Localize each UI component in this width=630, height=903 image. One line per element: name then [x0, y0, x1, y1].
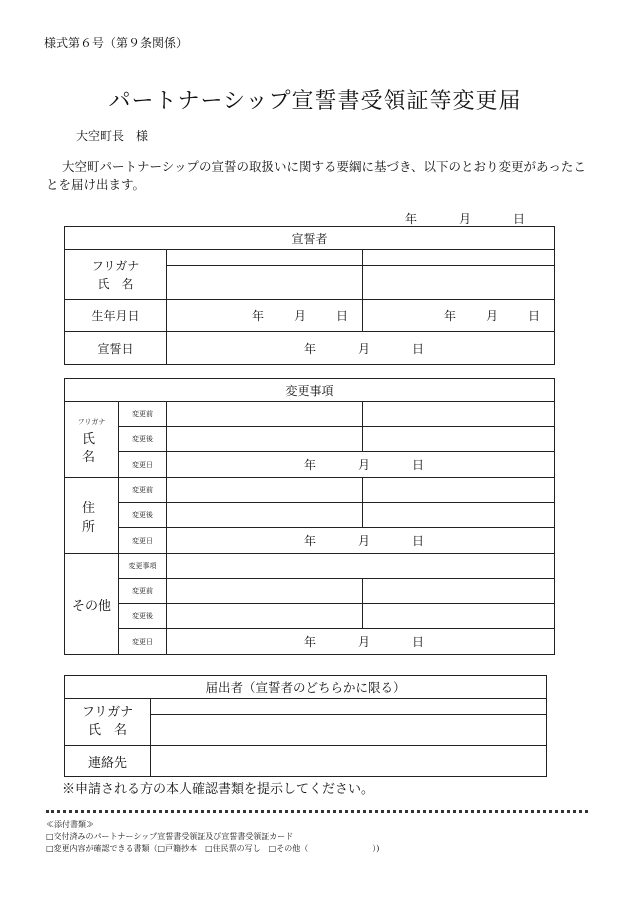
notifier-name-label — [65, 699, 151, 746]
year-label: 年 — [405, 212, 418, 226]
day-label: 日 — [513, 212, 526, 226]
name-before-input-1[interactable] — [167, 402, 363, 427]
oath-table-heading: 宣誓者 — [65, 227, 555, 250]
notifier-contact-input[interactable] — [151, 746, 547, 777]
attachments-heading: ≪添付書類≫ — [46, 820, 94, 829]
year-label: 年 — [303, 341, 316, 356]
address-after-input-2[interactable] — [363, 503, 555, 528]
change-table — [64, 378, 555, 655]
day-label: 日 — [412, 458, 425, 472]
year-label: 年 — [303, 635, 316, 649]
other-item-input[interactable] — [167, 554, 555, 579]
oath-name-input-1[interactable] — [167, 266, 363, 300]
oath-furigana-input-1[interactable] — [167, 250, 363, 266]
month-label: 月 — [358, 341, 371, 356]
day-label: 日 — [412, 341, 425, 356]
notifier-furigana-input[interactable] — [151, 699, 547, 715]
other-change-date-label: 変更日 — [119, 629, 167, 655]
day-label: 日 — [528, 309, 541, 323]
notifier-table — [64, 675, 547, 777]
id-note: ※申請される方の本人確認書類を提示してください。 — [62, 782, 375, 797]
notifier-name-text: 氏 名 — [87, 723, 127, 738]
name-before-input-2[interactable] — [363, 402, 555, 427]
name-change-date-label: 変更日 — [119, 452, 167, 478]
address-before-label: 変更前 — [119, 478, 167, 503]
change-furigana-label: フリガナ — [77, 417, 106, 426]
oath-name-text: 氏 名 — [97, 276, 134, 291]
address-change-date-input[interactable] — [167, 528, 555, 554]
month-label: 月 — [357, 458, 370, 472]
oath-furigana-label: フリガナ — [91, 258, 140, 273]
oath-furigana-input-2[interactable] — [363, 250, 555, 266]
name-change-date-input[interactable] — [167, 452, 555, 478]
other-before-input-1[interactable] — [167, 579, 363, 604]
birth-date-input-2[interactable] — [363, 300, 555, 332]
year-label: 年 — [303, 458, 316, 472]
notifier-name-input[interactable] — [151, 715, 547, 746]
oath-date-input[interactable] — [167, 332, 555, 365]
address-change-date-label: 変更日 — [119, 528, 167, 554]
month-label: 月 — [459, 212, 472, 226]
notifier-table-heading: 届出者（宣誓者のどちらかに限る） — [65, 676, 547, 699]
other-item-label: 変更事項 — [119, 554, 167, 579]
day-label: 日 — [335, 309, 348, 323]
year-label: 年 — [303, 534, 316, 548]
day-label: 日 — [412, 635, 425, 649]
submission-date — [405, 210, 525, 227]
name-after-input-2[interactable] — [363, 427, 555, 452]
attachment-item-2: □変更内容が確認できる書類（□戸籍抄本 □住民票の写し □その他（ ）) — [46, 844, 380, 853]
other-before-input-2[interactable] — [363, 579, 555, 604]
other-after-label: 変更後 — [119, 604, 167, 629]
name-after-label: 変更後 — [119, 427, 167, 452]
oath-date-label: 宣誓日 — [65, 332, 167, 365]
addressee: 大空町長 様 — [76, 129, 149, 143]
month-label: 月 — [293, 309, 306, 323]
address-before-input-2[interactable] — [363, 478, 555, 503]
birth-date-input-1[interactable] — [167, 300, 363, 332]
change-table-heading: 変更事項 — [65, 379, 555, 402]
month-label: 月 — [357, 534, 370, 548]
year-label: 年 — [443, 309, 456, 323]
attachment-item-1: □交付済みのパートナーシップ宣誓書受領証及び宣誓書受領証カード — [46, 832, 294, 841]
address-label: 住 所 — [65, 478, 119, 554]
other-after-input-1[interactable] — [167, 604, 363, 629]
address-after-label: 変更後 — [119, 503, 167, 528]
oath-name-input-2[interactable] — [363, 266, 555, 300]
birth-date-label: 生年月日 — [65, 300, 167, 332]
month-label: 月 — [357, 635, 370, 649]
body-text-content: 大空町パートナーシップの宣誓の取扱いに関する要綱に基づき、以下のとおり変更があったことを届け出ます。 — [46, 159, 586, 192]
notifier-contact-label: 連絡先 — [65, 746, 151, 777]
other-before-label: 変更前 — [119, 579, 167, 604]
change-name-text: 氏 名 — [81, 431, 121, 465]
name-before-label: 変更前 — [119, 402, 167, 427]
dotted-separator — [46, 810, 588, 813]
change-name-label — [65, 402, 119, 478]
month-label: 月 — [486, 309, 499, 323]
day-label: 日 — [412, 534, 425, 548]
other-after-input-2[interactable] — [363, 604, 555, 629]
other-change-date-input[interactable] — [167, 629, 555, 655]
address-after-input-1[interactable] — [167, 503, 363, 528]
body-text — [46, 158, 594, 194]
address-before-input-1[interactable] — [167, 478, 363, 503]
oath-table — [64, 226, 555, 365]
page-title: パートナーシップ宣誓書受領証等変更届 — [108, 89, 522, 114]
notifier-furigana-label: フリガナ — [81, 705, 134, 720]
form-number: 様式第６号（第９条関係） — [44, 36, 189, 50]
name-after-input-1[interactable] — [167, 427, 363, 452]
year-label: 年 — [251, 309, 264, 323]
oath-name-label — [65, 250, 167, 300]
other-label: その他 — [65, 554, 119, 655]
